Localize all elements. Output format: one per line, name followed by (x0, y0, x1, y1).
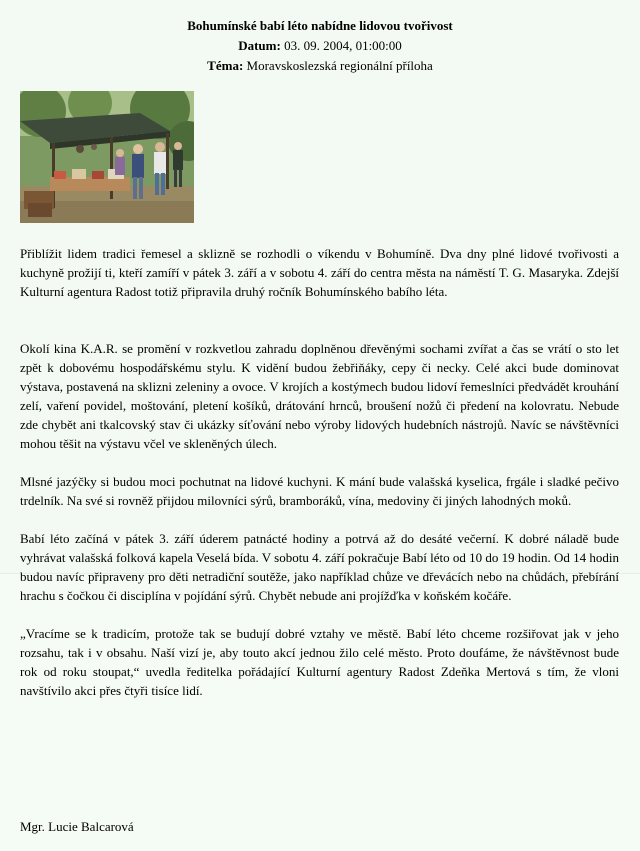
article-paragraph: „Vracíme se k tradicím, protože tak se budují dobré vztahy ve městě. Babí léto chceme rozšiřovat jak v jeho rozsahu, tak i v obsahu. Naší vizí je, aby touto akcí jednou žilo celé město. Proto doufáme, že návštěvnost bude rok od roku stoupat,“ uvedla ředitelka pořádající Kulturní agentury Radost Zdeňka Mertová s tím, že vloni navštívilo akci přes čtyři tisíce lidí. (20, 626, 619, 698)
article-photo (20, 91, 194, 223)
article-author: Mgr. Lucie Balcarová (20, 819, 134, 834)
article-paragraph: Přiblížit lidem tradici řemesel a sklizně se rozhodli o víkendu v Bohumíně. Dva dny plné lidové tvořivosti a kuchyně prožijí ti, kteří zamíří v pátek 3. září a v sobotu 4. září do centra města na náměstí T. G. Masaryka. Zdejší Kulturní agentura Radost totiž připravila druhý ročník Bohumínského babího léta. (20, 246, 619, 299)
article-topic-line (0, 56, 640, 76)
article-body (20, 244, 619, 719)
article-paragraph: Mlsné jazýčky si budou moci pochutnat na lidové kuchyni. K mání bude valašská kyselica, frgále i sladké pečivo trdelník. Na své si rovněž přijdou milovníci sýrů, bramboráků, vína, medoviny či jiných lahodných moků. (20, 474, 619, 508)
date-label: Datum: (238, 38, 281, 53)
article-paragraph: Babí léto začíná v pátek 3. září úderem patnácté hodiny a potrvá až do desáté večerní. K dobré náladě bude vyhrávat valašská folková kapela Veselá bída. V sobotu 4. září pokračuje Babí léto od 10 do 19 hodin. Od 14 hodin budou navíc připraveny pro děti netradiční soutěže, jako například chůze ve dřevácích nebo na chůdách, přebírání hrachu s čočkou či disciplína v pojídání sýrů. Chybět nebude ani projížďka v koňském kočáře. (20, 531, 619, 603)
article-paragraph: Okolí kina K.A.R. se promění v rozkvetlou zahradu doplněnou dřevěnými sochami zvířat a čas se vrátí o sto let zpět k dobovému hospodářskému stylu. K vidění budou žebřiňáky, cepy či necky. Celé akci bude dominovat výstava, postavená na sklizni zeleniny a ovoce. V krojích a kostýmech budou lidoví řemeslníci předvádět krouhání zelí, vaření povidel, moštování, pletení košíků, drátování hrnců, broušení nožů či předení na kolovratu. Nebude zde chybět ani tkalcovský stav či ukázky síťování nebo výroby lidových hudebních nástrojů. Navíc se návštěvníci mohou těšit na výstavu včel ve skleněných úlech. (20, 341, 619, 451)
article-header (0, 16, 640, 76)
article-title: Bohumínské babí léto nabídne lidovou tvořivost (187, 18, 453, 33)
topic-label: Téma: (207, 58, 244, 73)
topic-value: Moravskoslezská regionální příloha (246, 58, 433, 73)
date-value: 03. 09. 2004, 01:00:00 (284, 38, 402, 53)
article-date-line (0, 36, 640, 56)
